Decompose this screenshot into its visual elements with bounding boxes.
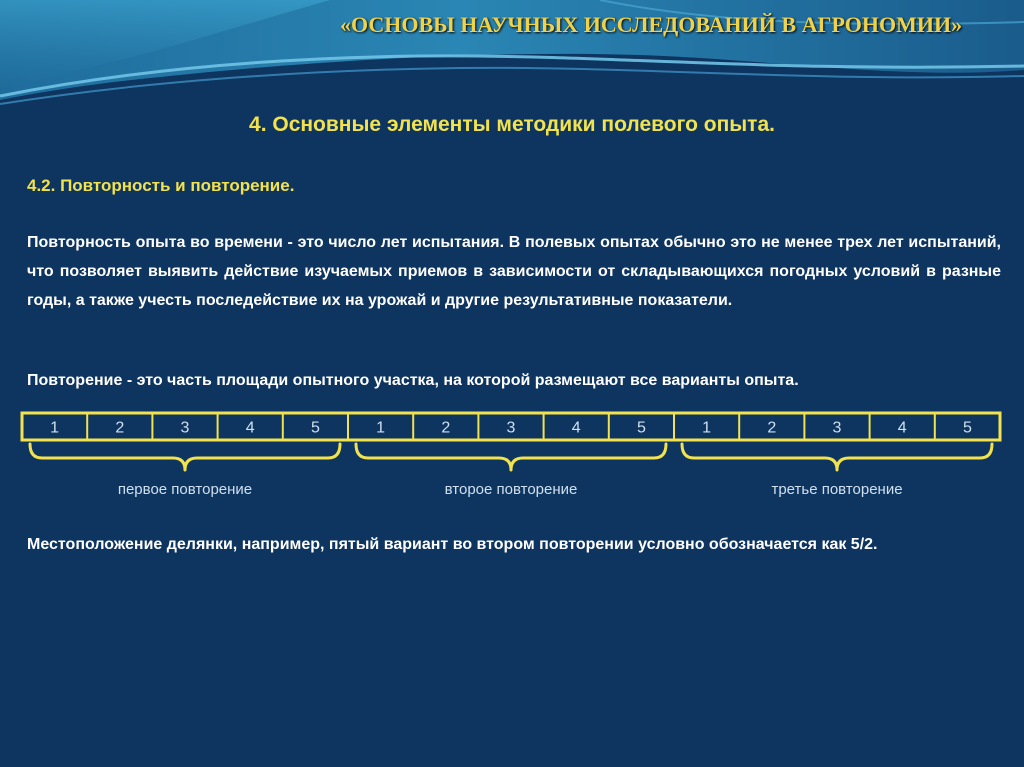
paragraph-plot-location: Местоположение делянки, например, пятый вариант во втором повторении условно обозначается как 5/2. [27, 536, 878, 553]
replication-label: третье повторение [771, 481, 903, 498]
plot-cell-label: 3 [832, 419, 842, 437]
replication-scheme [0, 400, 1024, 510]
plot-cell-label: 2 [441, 419, 451, 437]
paragraph-replication-definition: Повторение - это часть площади опытного участка, на которой размещают все варианты опыта. [27, 372, 799, 389]
replication-label: первое повторение [117, 481, 253, 498]
replication-brace [30, 444, 340, 470]
plot-cell-label: 1 [376, 419, 386, 437]
plot-cell-label: 3 [180, 419, 190, 437]
section-title: 4. Основные элементы методики полевого опыта. [249, 113, 775, 136]
plot-cell-label: 4 [571, 419, 581, 437]
paragraph-replication-in-time: Повторность опыта во времени - это число лет испытания. В полевых опытах обычно это не менее трех лет испытаний, что позволяет выявить действие изучаемых приемов в зависимости от складывающихся погодных условий в разные годы, а также учесть последействие их на урожай и другие результативные показатели. [27, 234, 1001, 309]
plot-cell-label: 2 [767, 419, 777, 437]
plot-cell-label: 1 [702, 419, 712, 437]
replication-label: второе повторение [444, 481, 578, 498]
subsection-title: 4.2. Повторность и повторение. [27, 176, 295, 195]
replication-brace [682, 444, 992, 470]
plot-cell-label: 5 [310, 419, 320, 437]
plot-cell-label: 5 [962, 419, 972, 437]
plot-cell-label: 2 [115, 419, 125, 437]
plot-cell-label: 4 [245, 419, 255, 437]
plot-cell-label: 5 [636, 419, 646, 437]
plot-cell-label: 4 [897, 419, 907, 437]
replication-brace [356, 444, 666, 470]
presentation-title: «ОСНОВЫ НАУЧНЫХ ИССЛЕДОВАНИЙ В АГРОНОМИИ» [340, 12, 963, 37]
plot-cell-label: 1 [50, 419, 60, 437]
plot-cell-label: 3 [506, 419, 516, 437]
